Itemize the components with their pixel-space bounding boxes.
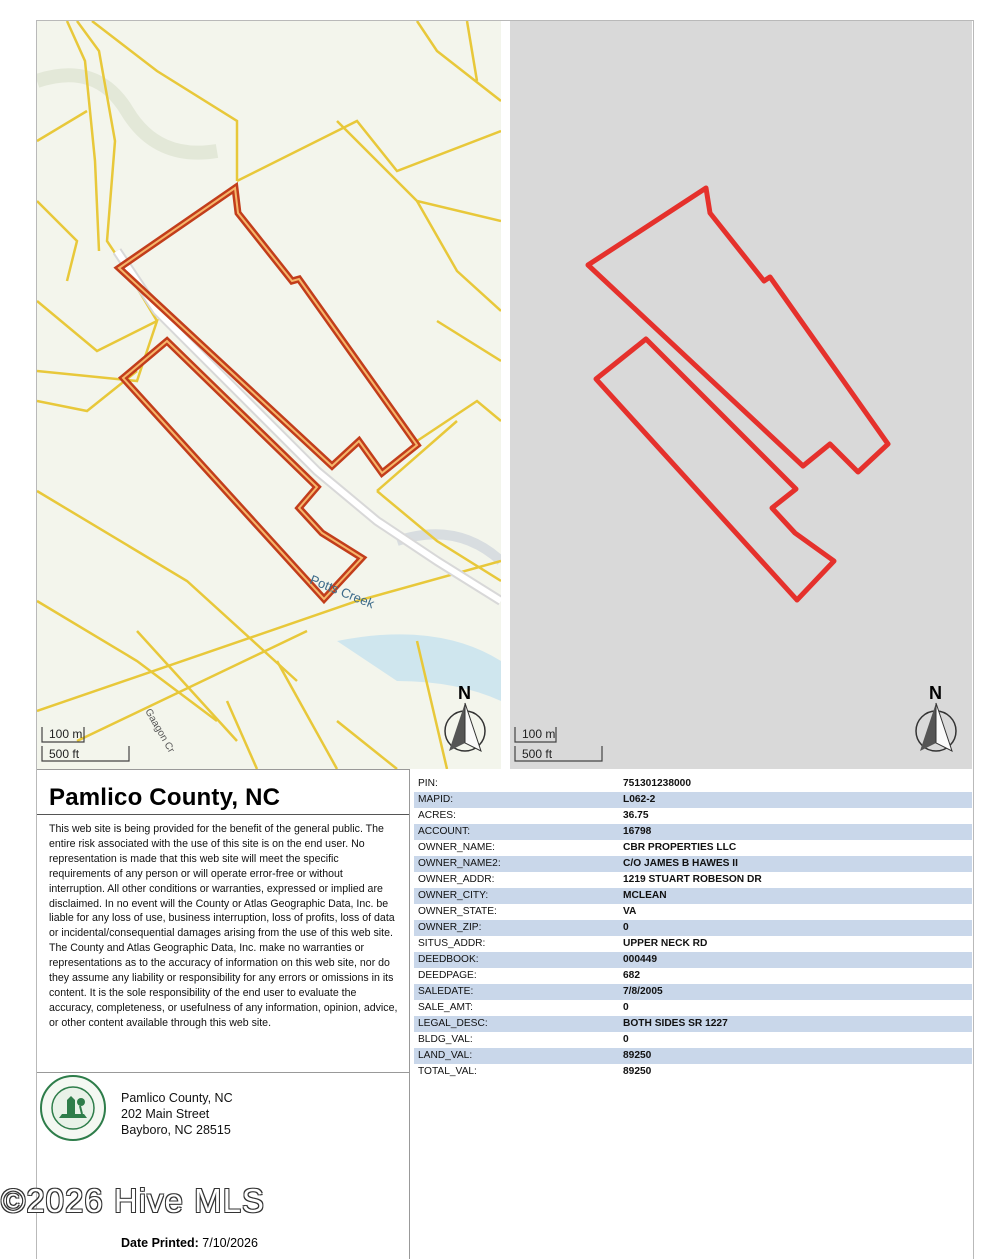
county-address: [121, 1090, 233, 1138]
table-row: [414, 904, 972, 920]
attribute-value: 89250: [623, 1050, 652, 1061]
attribute-value: 0: [623, 1034, 629, 1045]
address-line-2: 202 Main Street: [121, 1107, 210, 1121]
scale-meters-label: 100 m: [49, 727, 83, 741]
svg-text:Gaagon Cr: Gaagon Cr: [142, 707, 177, 755]
attribute-value: VA: [623, 906, 637, 917]
attribute-key: SITUS_ADDR:: [418, 938, 486, 949]
attribute-key: ACCOUNT:: [418, 826, 471, 837]
parcel-outline-map[interactable]: [510, 21, 972, 769]
attribute-value: C/O JAMES B HAWES II: [623, 858, 738, 869]
table-row: [414, 808, 972, 824]
attribute-value: 682: [623, 970, 640, 981]
attribute-value: 0: [623, 1002, 629, 1013]
attribute-key: OWNER_ADDR:: [418, 874, 495, 885]
attribute-key: OWNER_NAME2:: [418, 858, 501, 869]
attribute-value: CBR PROPERTIES LLC: [623, 842, 737, 853]
county-seal-icon: [39, 1074, 107, 1142]
attribute-key: OWNER_ZIP:: [418, 922, 482, 933]
attribute-value: L062-2: [623, 794, 656, 805]
north-arrow-label: N: [929, 683, 942, 703]
north-arrow-label: N: [458, 683, 471, 703]
attribute-key: BLDG_VAL:: [418, 1034, 473, 1045]
parcel-attribute-table: [410, 770, 972, 1258]
attribute-value: MCLEAN: [623, 890, 667, 901]
attribute-key: OWNER_STATE:: [418, 906, 497, 917]
table-row: [414, 888, 972, 904]
table-row: [414, 1048, 972, 1064]
attribute-value: 89250: [623, 1066, 652, 1077]
attribute-key: DEEDBOOK:: [418, 954, 479, 965]
table-row: [414, 984, 972, 1000]
table-row: [414, 920, 972, 936]
attribute-value: 0: [623, 922, 629, 933]
mls-watermark: ©2026 Hive MLS: [1, 1182, 265, 1219]
table-row: [414, 936, 972, 952]
creek-label: Potts Creek: [307, 571, 377, 612]
attribute-value: 1219 STUART ROBESON DR: [623, 874, 762, 885]
date-printed-label: Date Printed:: [121, 1236, 199, 1250]
table-row: [414, 792, 972, 808]
attribute-value: 7/8/2005: [623, 986, 663, 997]
county-title: Pamlico County, NC: [49, 784, 281, 811]
table-row: [414, 824, 972, 840]
table-row: [414, 1064, 972, 1080]
title-divider: [37, 814, 409, 815]
table-row: [414, 1016, 972, 1032]
attribute-key: DEEDPAGE:: [418, 970, 477, 981]
attribute-value: 36.75: [623, 810, 649, 821]
scale-feet-label: 500 ft: [522, 747, 553, 761]
attribute-key: LEGAL_DESC:: [418, 1018, 488, 1029]
attribute-value: 16798: [623, 826, 652, 837]
attribute-key: ACRES:: [418, 810, 456, 821]
address-divider: [37, 1072, 409, 1073]
table-row: [414, 1032, 972, 1048]
scale-feet-label: 500 ft: [49, 747, 80, 761]
table-row: [414, 968, 972, 984]
attribute-key: MAPID:: [418, 794, 454, 805]
parcel-map-graphic: [37, 21, 501, 769]
table-row: [414, 776, 972, 792]
attribute-value: UPPER NECK RD: [623, 938, 708, 949]
address-line-3: Bayboro, NC 28515: [121, 1123, 231, 1137]
attribute-key: SALEDATE:: [418, 986, 474, 997]
aerial-parcel-map[interactable]: [37, 21, 501, 769]
table-row: [414, 840, 972, 856]
table-row: [414, 1000, 972, 1016]
county-info-panel: [1, 769, 410, 1259]
parcel-outline-graphic: [510, 21, 972, 769]
table-row: [414, 872, 972, 888]
date-printed: [121, 1236, 258, 1250]
attribute-key: TOTAL_VAL:: [418, 1066, 477, 1077]
attribute-key: SALE_AMT:: [418, 1002, 473, 1013]
attribute-key: OWNER_CITY:: [418, 890, 489, 901]
attribute-key: PIN:: [418, 778, 438, 789]
address-line-1: Pamlico County, NC: [121, 1091, 233, 1105]
table-row: [414, 856, 972, 872]
scale-meters-label: 100 m: [522, 727, 556, 741]
disclaimer-text: This web site is being provided for the benefit of the general public. The entire risk associated with the use of this site is on the end user. No representation is made that this web site will meet the specific requirements of any person or will operate error-free or without interruption. All other conditions or warranties, expressed or implied are disclaimed. In no event will the County or Atlas Geographic Data, Inc. be liable for any loss of use, business interruption, loss of profits, loss of data or incidental/consequential damages arising from the use of this web site. The County and Atlas Geographic Data, Inc. make no warranties or representations as to the accuracy of information on this web site, nor do they assume any liability or responsibility for any errors or omissions in its content. It is the sole responsibility of the end user to evaluate the accuracy, completeness, or usefulness of any information, opinion, advice, or other content available through this web site.: [49, 823, 398, 1029]
attribute-value: 751301238000: [623, 778, 691, 789]
table-row: [414, 952, 972, 968]
attribute-key: LAND_VAL:: [418, 1050, 473, 1061]
date-printed-value: 7/10/2026: [202, 1236, 258, 1250]
attribute-value: BOTH SIDES SR 1227: [623, 1018, 728, 1029]
attribute-key: OWNER_NAME:: [418, 842, 495, 853]
attribute-value: 000449: [623, 954, 657, 965]
